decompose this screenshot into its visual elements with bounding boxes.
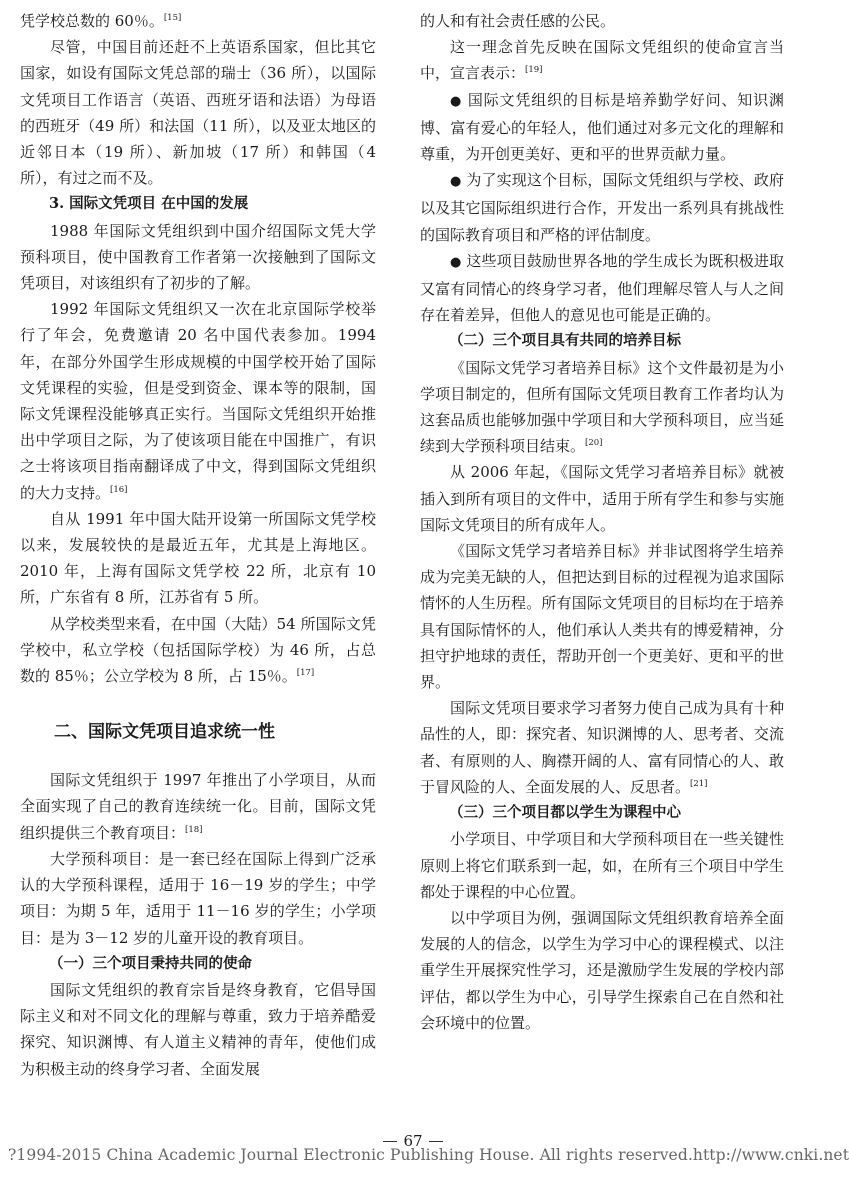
left-column (20, 8, 376, 1082)
page-number-dash (429, 1141, 443, 1142)
paragraph: 国际文凭项目要求学习者努力使自己成为具有十种品性的人，即：探究者、知识渊博的人、思考者、交流者、有原则的人、胸襟开阔的人、富有同情心的人、敢于冒风险的人、全面发展的人、反思者。[21] (420, 699, 784, 796)
paragraph: 大学预科项目：是一套已经在国际上得到广泛承认的大学预科课程，适用于 16－19 岁的学生；中学项目：为期 5 年，适用于 11－16 岁的学生；小学项目：是为 3－12 岁的儿童开设的教育项目。 (20, 849, 376, 947)
subsection-heading: （一）三个项目秉持共同的使命 (49, 954, 252, 972)
paragraph: 从学校类型来看，在中国（大陆）54 所国际文凭学校中，私立学校（包括国际学校）为 46 所，占总数的 85％；公立学校为 8 所，占 15％。[17] (20, 614, 376, 686)
footer (8, 1145, 849, 1165)
subsection-heading: （二）三个项目具有共同的培养目标 (449, 332, 681, 350)
citation-ref[interactable]: [18] (185, 824, 203, 835)
paragraph: 《国际文凭学习者培养目标》这个文件最初是为小学项目制定的，但所有国际文凭项目教育工作者均认为这套品质也能够加强中学项目和大学预科项目，应当延续到大学预科项目结束。[20] (420, 358, 784, 456)
citation-ref[interactable]: [21] (690, 778, 708, 789)
paragraph: 自从 1991 年中国大陆开设第一所国际文凭学校以来，发展较快的是最近五年，尤其是上海地区。2010 年，上海有国际文凭学校 22 所，北京有 10 所，广东省有 8 所，江苏省有 5 所。 (20, 509, 376, 607)
bullet-dot-icon: ● (450, 93, 463, 109)
section-heading: 二、国际文凭项目追求统一性 (54, 722, 275, 743)
copyright-text: ?1994-2015 China Academic Journal Electronic Publishing House. All rights reserved. (8, 1146, 693, 1164)
citation-ref[interactable]: [20] (585, 438, 603, 449)
paragraph: 尽管，中国目前还赶不上英语系国家，但比其它国家，如设有国际文凭总部的瑞士（36 所），以国际文凭项目工作语言（英语、西班牙语和法语）为母语的西班牙（49 所）和法国（11 所），以及亚太地区的近邻日本（19 所）、新加坡（17 所）和韩国（4所），有过之而不及。 (20, 38, 376, 188)
subsection-heading: 3. 国际文凭项目 在中国的发展 (49, 195, 249, 213)
paragraph: 凭学校总数的 60％。[15] (20, 12, 182, 30)
paragraph: 这一理念首先反映在国际文凭组织的使命宣言当中，宣言表示：[19] (420, 38, 784, 83)
paragraph: 1988 年国际文凭组织到中国介绍国际文凭大学预科项目，使中国教育工作者第一次接触到了国际文凭项目，对该组织有了初步的了解。 (20, 221, 376, 293)
paragraph: 从 2006 年起，《国际文凭学习者培养目标》就被插入到所有项目的文件中，适用于所有学生和参与实施国际文凭项目的所有成年人。 (420, 463, 784, 534)
page-number-dash (383, 1141, 397, 1142)
page-number: 67 (0, 1132, 826, 1150)
right-column (420, 8, 784, 1036)
paragraph: 以中学项目为例，强调国际文凭组织教育培养全面发展的人的信念，以学生为学习中心的课程模式、以注重学生开展探究性学习，还是激励学生发展的学校内部评估，都以学生为中心，引导学生探索自己在自然和社会环境中的位置。 (420, 908, 784, 1032)
paragraph: 《国际文凭学习者培养目标》并非试图将学生培养成为完美无缺的人，但把达到目标的过程视为追求国际情怀的人生历程。所有国际文凭项目的目标均在于培养具有国际情怀的人，他们承认人类共有的博爱精神，分担守护地球的责任，帮助开创一个更美好、更和平的世界。 (420, 542, 784, 692)
citation-ref[interactable]: [15] (163, 13, 182, 23)
paragraph: 的人和有社会责任感的公民。 (420, 12, 616, 30)
paragraph: 国际文凭组织的教育宗旨是终身教育，它倡导国际主义和对不同文化的理解与尊重，致力于培养酷爱探究、知识渊博、有人道主义精神的青年，使他们成为积极主动的终身学习者、全面发展 (20, 980, 376, 1078)
footer-link[interactable]: http://www.cnki.net (692, 1146, 849, 1164)
subsection-heading: （三）三个项目都以学生为课程中心 (449, 804, 681, 822)
paragraph: 小学项目、中学项目和大学预科项目在一些关键性原则上将它们联系到一起，如，在所有三个项目中学生都处于课程的中心位置。 (420, 830, 784, 901)
citation-ref[interactable]: [19] (525, 65, 543, 76)
citation-ref[interactable]: [17] (296, 668, 315, 679)
bullet-item: ● 这些项目鼓励世界各地的学生成长为既积极进取又富有同情心的终身学习者，他们理解尽管人与人之间存在着差异，但他人的意见也可能是正确的。 (420, 251, 784, 325)
bullet-item: ● 为了实现这个目标，国际文凭组织与学校、政府以及其它国际组织进行合作，开发出一系列具有挑战性的国际教育项目和严格的评估制度。 (420, 171, 784, 244)
bullet-dot-icon: ● (450, 254, 462, 270)
citation-ref[interactable]: [16] (110, 484, 128, 495)
paragraph: 国际文凭组织于 1997 年推出了小学项目，从而全面实现了自己的教育连续统一化。目前，国际文凭组织提供三个教育项目：[18] (20, 771, 376, 842)
bullet-item: ● 国际文凭组织的目标是培养勤学好问、知识渊博、富有爱心的年轻人，他们通过对多元文化的理解和尊重，为开创更美好、更和平的世界贡献力量。 (420, 90, 784, 164)
bullet-dot-icon: ● (450, 174, 462, 190)
paragraph: 1992 年国际文凭组织又一次在北京国际学校举行了年会，免费邀请 20 名中国代表参加。1994 年，在部分外国学生形成规模的中国学校开始了国际文凭课程的实验，但是受到资金、课本等的限制，国际文凭课程没能够真正实行。当国际文凭组织开始推出中学项目之际，为了使该项目能在中国推广，有识之士将该项目指南翻译成了中文，得到国际文凭组织的大力支持。[16] (20, 300, 376, 502)
